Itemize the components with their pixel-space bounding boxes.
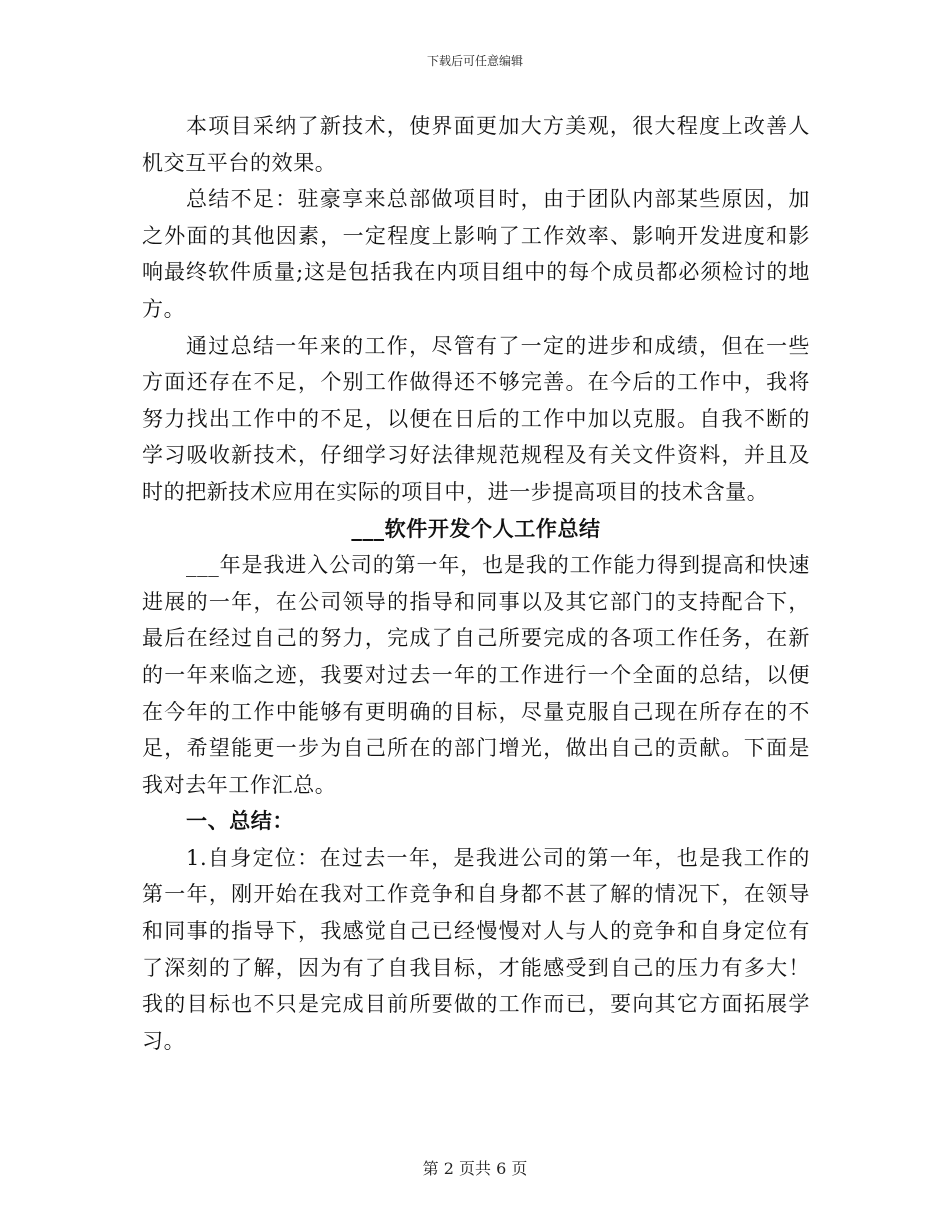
paragraph-3: 通过总结一年来的工作，尽管有了一定的进步和成绩，但在一些方面还存在不足，个别工作做得还不够完善。在今后的工作中，我将努力找出工作中的不足，以便在日后的工作中加以克服。自我不断的学习吸收新技术，仔细学习好法律规范规程及有关文件资料，并且及时的把新技术应用在实际的项目中，进一步提高项目的技术含量。 bbox=[142, 333, 810, 504]
paragraph-2: 总结不足：驻豪享来总部做项目时，由于团队内部某些原因，加之外面的其他因素，一定程度上影响了工作效率、影响开发进度和影响最终软件质量;这是包括我在内项目组中的每个成员都必须检讨的地方。 bbox=[142, 187, 810, 321]
paragraph-5: 1.自身定位：在过去一年，是我进公司的第一年，也是我工作的第一年，刚开始在我对工作竞争和自身都不甚了解的情况下，在领导和同事的指导下，我感觉自己已经慢慢对人与人的竞争和自身定位有了深刻的了解，因为有了自我目标，才能感受到自己的压力有多大！我的目标也不只是完成目前所要做的工作而已，要向其它方面拓展学习。 bbox=[142, 845, 810, 1053]
page-header: 下载后可任意编辑 bbox=[426, 54, 523, 68]
paragraph-1: 本项目采纳了新技术，使界面更加大方美观，很大程度上改善人机交互平台的效果。 bbox=[142, 114, 810, 175]
paragraph-4: ___年是我进入公司的第一年，也是我的工作能力得到提高和快速进展的一年，在公司领导的指导和同事以及其它部门的支持配合下，最后在经过自己的努力，完成了自己所要完成的各项工作任务，在新的一年来临之迹，我要对过去一年的工作进行一个全面的总结，以便在今年的工作中能够有更明确的目标，尽量克服自己现在所存在的不足，希望能更一步为自己所在的部门增光，做出自己的贡献。下面是我对去年工作汇总。 bbox=[142, 553, 810, 797]
section-title: ___软件开发个人工作总结 bbox=[351, 515, 601, 541]
document-body bbox=[142, 108, 810, 1059]
section-heading: 一、总结： bbox=[186, 808, 294, 834]
page-footer: 第 2 页共 6 页 bbox=[422, 1159, 528, 1178]
